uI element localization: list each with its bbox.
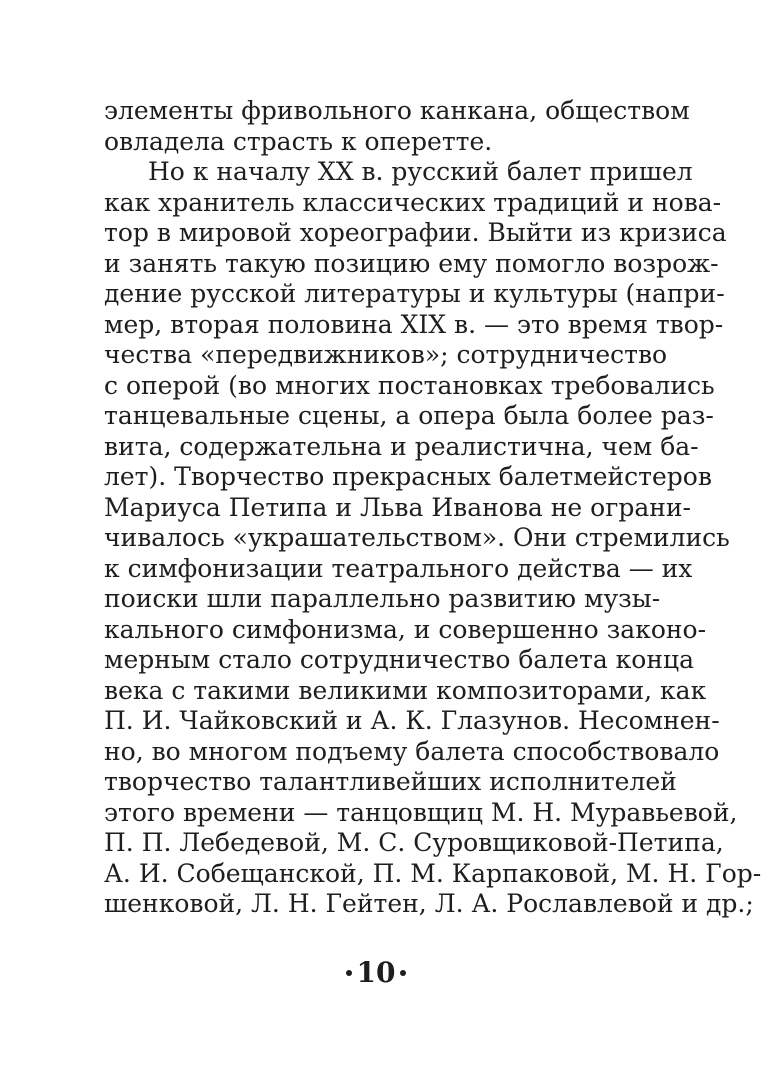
text-line: чивалось «украшательством». Они стремились [104, 523, 730, 552]
text-line: и занять такую позицию ему помогло возрож- [104, 248, 719, 278]
text-line: мер, вторая половина XIX в. — это время твор- [104, 309, 724, 339]
text-line: П. И. Чайковский и А. К. Глазунов. Несомнен- [104, 706, 720, 735]
text-line: элементы фривольного канкана, обществом [104, 96, 690, 125]
text-line: чества «передвижников»; сотрудничество [104, 340, 668, 369]
text-line: лет). Творчество прекрасных балетмейстеров [104, 462, 712, 491]
text-line: творчество талантливейших исполнителей [104, 767, 677, 796]
bullet-dot-icon [400, 970, 406, 976]
text-line: мерным стало сотрудничество балета конца [104, 645, 694, 674]
text-line: П. П. Лебедевой, М. С. Суровщиковой-Петипа, [104, 828, 724, 857]
text-line: шенковой, Л. Н. Гейтен, Л. А. Рославлевой и др.; [104, 889, 754, 918]
page-number-value: 10 [356, 956, 396, 989]
text-line: А. И. Собещанской, П. М. Карпаковой, М. Н. Гор- [104, 858, 761, 888]
bullet-dot-icon [346, 970, 352, 976]
page-number [0, 956, 752, 989]
text-line: вита, содержательна и реалистична, чем ба- [104, 431, 699, 461]
text-line: века с такими великими композиторами, как [104, 675, 707, 705]
text-line: но, во многом подъему балета способствовало [104, 736, 720, 766]
text-line: тор в мировой хореографии. Выйти из кризиса [104, 218, 727, 247]
text-line: овладела страсть к оперетте. [104, 126, 493, 156]
text-line: этого времени — танцовщиц М. Н. Муравьевой, [104, 797, 738, 827]
text-line: дение русской литературы и культуры (напри- [104, 279, 725, 308]
text-line: танцевальные сцены, а опера была более раз- [104, 401, 714, 430]
text-line: как хранитель классических традиций и нова- [104, 187, 722, 217]
text-line: Мариуса Петипа и Льва Иванова не ограни- [104, 492, 691, 522]
text-line: поиски шли параллельно развитию музы- [104, 584, 661, 613]
text-line: Но к началу XX в. русский балет пришел [148, 157, 693, 186]
text-line: кального симфонизма, и совершенно законо- [104, 614, 707, 644]
text-line: с оперой (во многих постановках требовались [104, 370, 715, 400]
text-line: к симфонизации театрального действа — их [104, 553, 693, 583]
body-text [104, 96, 761, 920]
